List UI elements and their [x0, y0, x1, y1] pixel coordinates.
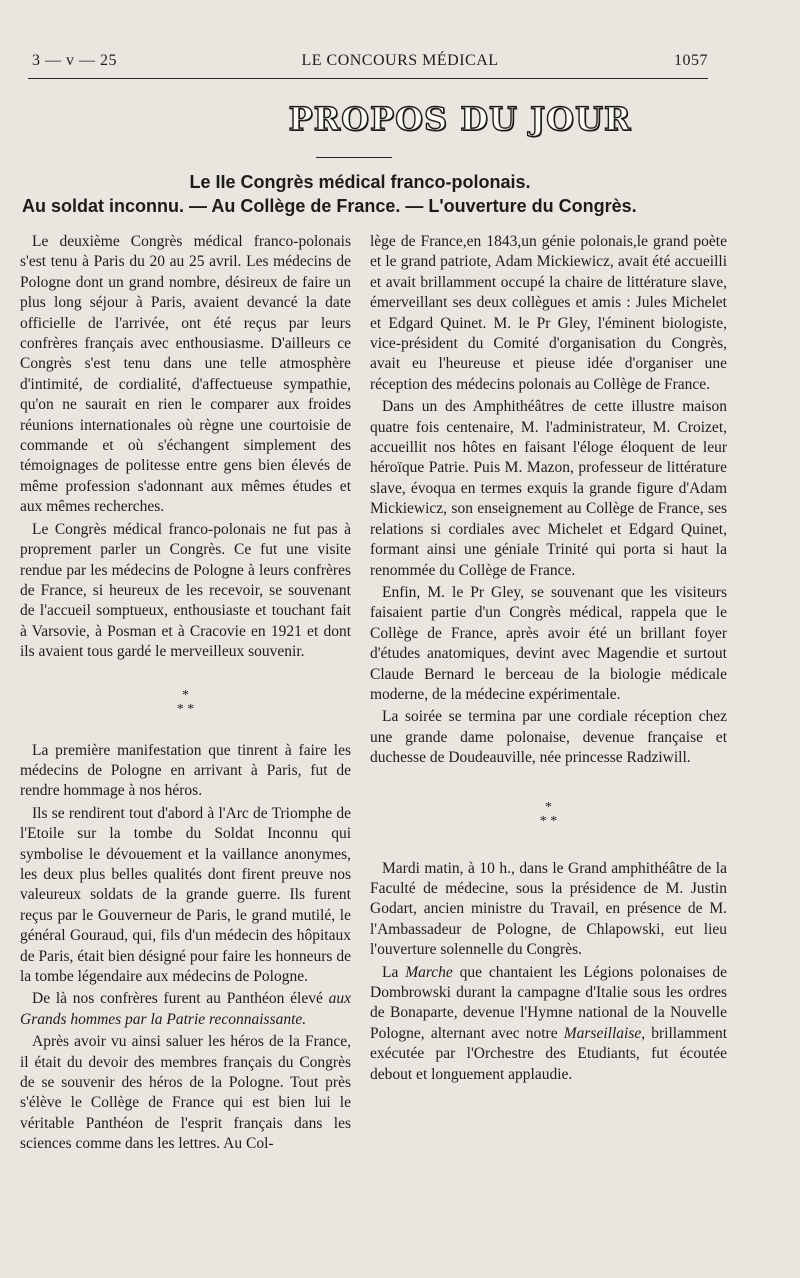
italic-text: Marseillaise,: [563, 1024, 646, 1042]
separator-star-top: *: [182, 687, 189, 703]
paragraph-text: La: [382, 963, 399, 981]
headline-line-2: Au soldat inconnu. — Au Collège de France. — L'ouverture du Congrès.: [22, 196, 637, 216]
paragraph: lège de France,en 1843,un génie polonais,le grand poète et le grand patriote, Adam Mickiewicz, avait été accueilli et avait brillamment occupé la chaire de littérature slave, émerveillant ses deux collègues et amis : Jules Michelet et Edgard Quinet. M. le Pr Gley, l'éminent biologiste, vice-président du Comité d'organisation du Congrès, avait eu l'heureuse et pieuse idée d'organiser une réception des médecins polonais au Collège de France.: [370, 233, 727, 393]
header-rule: [28, 78, 708, 79]
journal-title: LE CONCOURS MÉDICAL: [301, 52, 499, 69]
headline-line-1: Le IIe Congrès médical franco-polonais.: [189, 172, 531, 192]
left-column: [20, 232, 351, 1157]
paragraph: La première manifestation que tinrent à faire les médecins de Pologne en arrivant à Paris, fut de rendre hommage à nos héros.: [20, 741, 351, 800]
title-rule: [316, 157, 392, 158]
paragraph-text: De là nos confrères furent au Panthéon élevé: [32, 990, 323, 1008]
paragraph-text: que chantaient les Légions polonaises de Dombrowski durant la campagne d'Italie sous les ordres de Bonaparte, devenue l'Hymne national de la Nouvelle Pologne, alternant avec notre: [370, 963, 728, 1042]
right-column: [370, 232, 727, 1087]
paragraph: [370, 963, 727, 1085]
paragraph: Après avoir vu ainsi saluer les héros de la France, il était du devoir des membres français du Congrès de se souvenir des héros de la Pologne. Tout près s'élève le Collège de France qui est bien lui le véritable Panthéon de l'esprit français dans les sciences comme dans les lettres. Au Col-: [20, 1033, 351, 1153]
paragraph: [20, 989, 351, 1030]
paragraph: Le Congrès médical franco-polonais ne fut pas à proprement parler un Congrès. Ce fut une visite rendue par les médecins de Pologne à leurs confrères de France, si heureux de les recevoir, se souvenant de l'accueil somptueux, enthousiaste et touchant fait à Varsovie, à Posman et à Cracovie en 1921 et dont ils avaient tous gardé le merveilleux souvenir.: [20, 520, 351, 661]
paragraph: Ils se rendirent tout d'abord à l'Arc de Triomphe de l'Etoile sur la tombe du Soldat Inconnu qui symbolise le dévouement et la vaillance anonymes, les deux plus belles qualités dont firent preuve nos valeureux soldats de la grande guerre. Ils furent reçus par le Gouverneur de Paris, le grand mutilé, le général Gouraud, qui, fils d'un médecin des hôpitaux de Paris, était bien désigné pour faire les honneurs de la tombe légendaire aux médecins de Pologne.: [20, 804, 351, 985]
separator-star-top: *: [545, 799, 552, 815]
paragraph-text: brillamment exécutée par l'Orchestre des Etudiants, fut écoutée debout et longuement applaudie.: [370, 1024, 728, 1083]
issue-date: 3 — v — 25: [32, 52, 117, 69]
separator-stars-bottom: * *: [176, 701, 195, 717]
page-number: 1057: [674, 52, 708, 69]
separator-stars-bottom: * *: [539, 813, 558, 829]
paragraph: Dans un des Amphithéâtres de cette illustre maison quatre fois centenaire, M. l'administrateur, M. Croizet, accueillit nos hôtes en faisant l'éloge éloquent de leur héroïque Patrie. Puis M. Mazon, professeur de littérature slave, évoqua en termes exquis la grande figure d'Adam Mickiewicz, son enseignement au Collège de France, ses relations si cordiales avec Michelet et Edgard Quinet, formant ainsi une géniale Trinité qui porta si haut la renommée du Collège de France.: [370, 398, 727, 579]
paragraph: Mardi matin, à 10 h., dans le Grand amphithéâtre de la Faculté de médecine, sous la présidence de M. Justin Godart, ancien ministre du Travail, en présence de M. l'Ambassadeur de Pologne, de Chlapowski, eut lieu l'ouverture solennelle du Congrès.: [370, 859, 727, 959]
paragraph: Le deuxième Congrès médical franco-polonais s'est tenu à Paris du 20 au 25 avril. Les médecins de Pologne dont un grand nombre, désireux de faire un plus long séjour à Paris, avaient devancé la date officielle de l'arrivée, ont été reçus par leurs confrères français avec enthousiasme. D'ailleurs ce Congrès s'est tenu dans une telle atmosphère d'intimité, de cordialité, d'affectueuse sympathie, qu'on ne saurait en rien le comparer aux froides réunions internationales où règne une courtoisie de commande et où s'échangent simplement des témoignages de politesse entre gens bien élevés de même profession s'adonnant aux mêmes études et aux mêmes recherches.: [20, 233, 351, 516]
paragraph: La soirée se termina par une cordiale réception chez une grande dame polonaise, devenue française et duchesse de Doudeauville, née princesse Radziwill.: [370, 708, 727, 767]
paragraph: Enfin, M. le Pr Gley, se souvenant que les visiteurs faisaient partie d'un Congrès médical, rappela que le Collège de France, après avoir été un brillant foyer d'études anatomiques, devint avec Magendie et surtout Claude Bernard le berceau de la biologie médicale moderne, de la médecine expérimentale.: [370, 583, 727, 703]
section-separator: [20, 689, 351, 717]
italic-text: aux Grands hommes par la Patrie reconnaissante.: [20, 990, 352, 1028]
italic-text: Marche: [405, 963, 453, 981]
section-title: PROPOS DU JOUR: [288, 100, 632, 138]
section-separator: [370, 801, 727, 829]
